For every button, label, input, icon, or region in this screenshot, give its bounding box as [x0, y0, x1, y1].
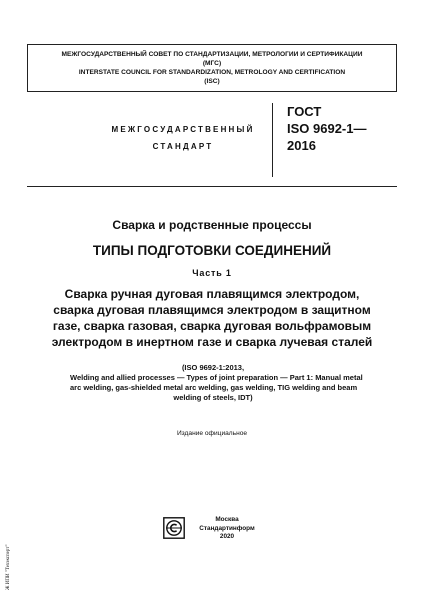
- subtitle-line: сварка дуговая плавящимся электродом в защитном: [53, 303, 371, 317]
- part-label: Часть 1: [192, 268, 232, 278]
- header-divider: [27, 186, 397, 187]
- subtitle-line: Сварка ручная дуговая плавящимся электродом,: [64, 287, 360, 301]
- publisher-city: Москва: [215, 516, 239, 523]
- standard-number: ISO 9692-1—: [287, 121, 367, 136]
- standard-kind-line1: МЕЖГОСУДАРСТВЕННЫЙ: [111, 125, 255, 134]
- council-name-ru: МЕЖГОСУДАРСТВЕННЫЙ СОВЕТ ПО СТАНДАРТИЗАЦИИ, МЕТРОЛОГИИ И СЕРТИФИКАЦИИ: [61, 51, 363, 58]
- publisher-name: Стандартинформ: [199, 524, 255, 532]
- english-line: arc welding, gas-shielded metal arc welding, gas welding, TIG welding and beam: [70, 383, 358, 392]
- subtitle-line: электродом в инертном газе и сварка лучевая сталей: [51, 335, 373, 349]
- subtitle-line: газе, сварка газовая, сварка дуговая вольфрамовым: [52, 319, 372, 333]
- side-watermark-note: Ж ИПИ "Техэксперт": [6, 544, 11, 590]
- council-header-box: [27, 44, 397, 92]
- publisher-block: [192, 516, 262, 542]
- publisher-year: 2020: [219, 533, 235, 541]
- english-title-block: [70, 363, 363, 403]
- standard-prefix: ГОСТ: [287, 104, 322, 119]
- english-line: (ISO 9692-1:2013,: [181, 363, 245, 372]
- council-name-en: INTERSTATE COUNCIL FOR STANDARDIZATION, METROLOGY AND CERTIFICATION: [78, 69, 346, 76]
- standard-kind-line2: СТАНДАРТ: [152, 142, 214, 151]
- official-edition: Издание официальное: [176, 430, 248, 437]
- subtitle-block: [27, 286, 397, 350]
- english-line: Welding and allied processes — Types of joint preparation — Part 1: Manual metal: [70, 373, 363, 382]
- standard-designation: [272, 103, 397, 177]
- english-line: welding of steels, IDT): [173, 393, 253, 402]
- standartinform-logo-icon: [163, 517, 185, 539]
- council-abbr-en: (ISC): [204, 78, 220, 85]
- council-abbr-ru: (МГС): [202, 60, 222, 67]
- standard-kind: [108, 121, 258, 155]
- general-title: Сварка и родственные процессы: [112, 218, 312, 232]
- standard-year: 2016: [287, 138, 316, 153]
- main-title: ТИПЫ ПОДГОТОВКИ СОЕДИНЕНИЙ: [92, 243, 332, 258]
